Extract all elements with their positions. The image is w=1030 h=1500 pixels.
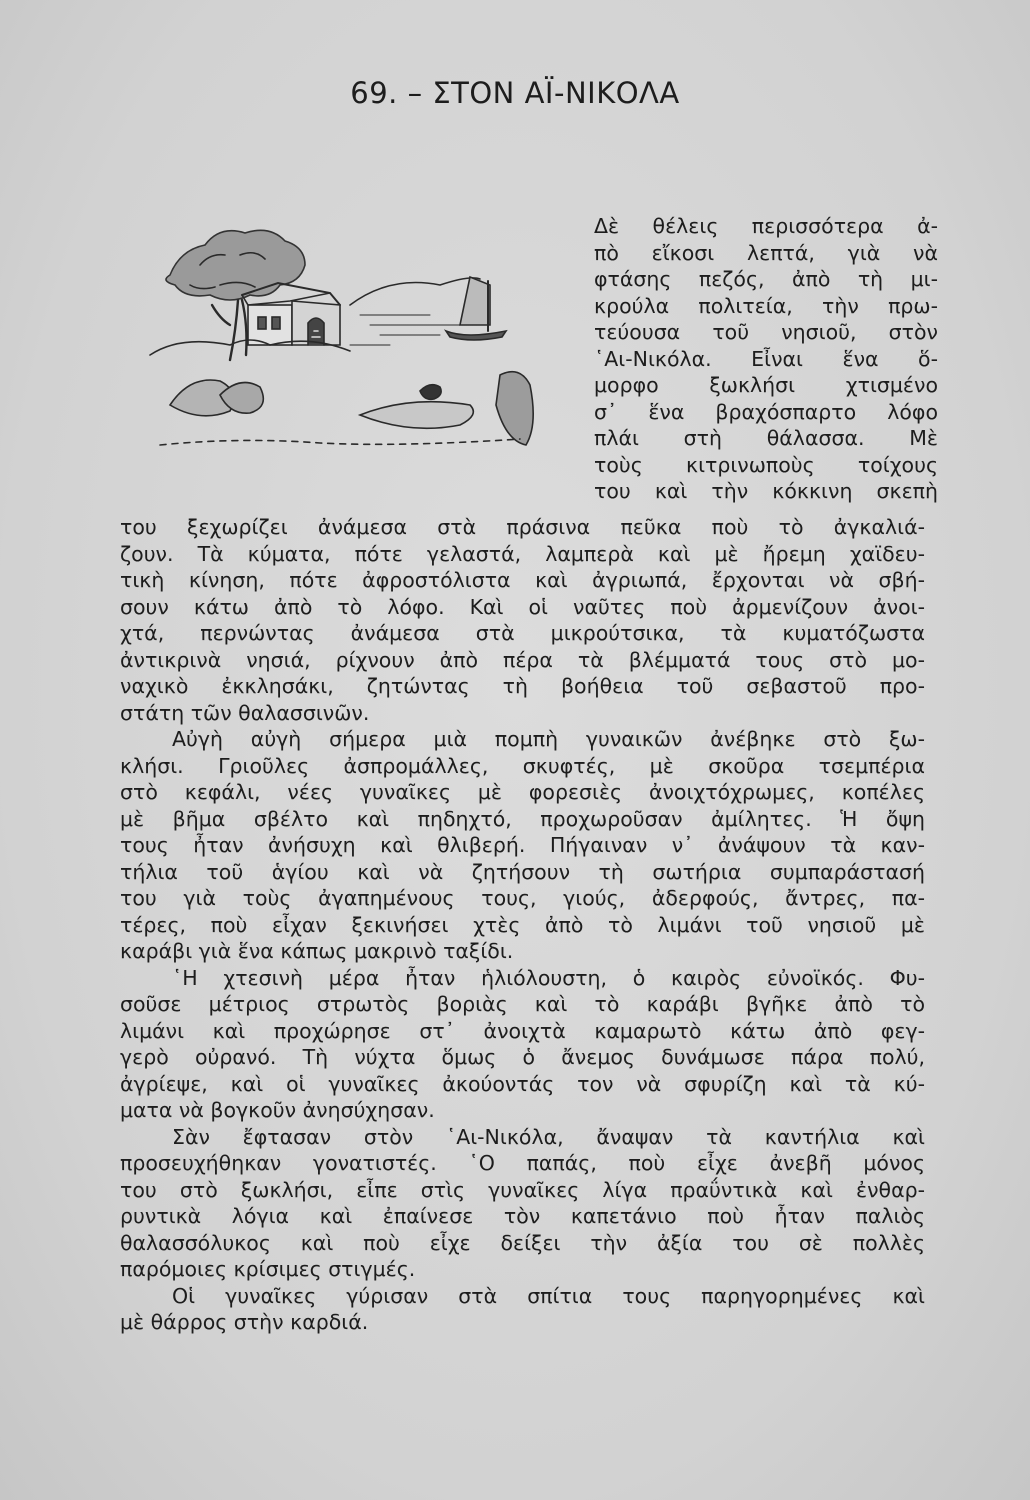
text-line: Αὐγὴ αὐγὴ σήμερα μιὰ πομπὴ γυναικῶν ἀνέβηκε στὸ ξω-: [172, 727, 925, 751]
text-line: σ᾿ ἕνα βραχόσπαρτο λόφο: [594, 399, 938, 424]
text-line: του ξεχωρίζει ἀνάμεσα στὰ πράσινα πεῦκα ποὺ τὸ ἀγκαλιά-: [120, 515, 925, 539]
chapter-title: 69. – ΣΤΟΝ ΑΪ-ΝΙΚΟΛΑ: [350, 76, 680, 110]
text-line: στάτη τῶν θαλασσινῶν.: [120, 700, 370, 725]
text-line: μὲ βῆμα σβέλτο καὶ πηδηχτό, προχωροῦσαν ἀμίλητες. Ἡ ὄψη: [120, 806, 925, 831]
text-line: μορφο ξωκλήσι χτισμένο: [594, 373, 938, 397]
text-line: ναχικὸ ἐκκλησάκι, ζητώντας τὴ βοήθεια τοῦ σεβαστοῦ προ-: [120, 674, 925, 698]
text-line: του καὶ τὴν κόκκινη σκεπὴ: [594, 479, 938, 503]
text-line: μὲ θάρρος στὴν καρδιά.: [120, 1310, 369, 1334]
text-line: γερὸ οὐρανό. Τὴ νύχτα ὅμως ὁ ἄνεμος δυνάμωσε πάρα πολύ,: [120, 1045, 925, 1069]
text-line: ἀντικρινὰ νησιά, ρίχνουν ἀπὸ πέρα τὰ βλέμματά τους στὸ μο-: [120, 647, 925, 672]
text-line: Σὰν ἔφτασαν στὸν ῾Αι-Νικόλα, ἄναψαν τὰ καντήλια καὶ: [172, 1124, 925, 1149]
text-line: ῾Αι-Νικόλα. Εἶναι ἕνα ὅ-: [594, 346, 938, 371]
text-line: σουν κάτω ἀπὸ τὸ λόφο. Καὶ οἱ ναῦτες ποὺ ἀρμενίζουν ἀνοι-: [120, 594, 925, 619]
text-line: λιμάνι καὶ προχώρησε στ᾿ ἀνοιχτὰ καμαρωτὸ κάτω ἀπὸ φεγ-: [120, 1018, 925, 1043]
text-line: φτάσης πεζός, ἀπὸ τὴ μι-: [594, 267, 938, 291]
text-line: τήλια τοῦ ἁγίου καὶ νὰ ζητήσουν τὴ σωτήρια συμπαράστασή: [120, 859, 925, 884]
text-line: Οἱ γυναῖκες γύρισαν στὰ σπίτια τους παρηγορημένες καὶ: [172, 1283, 925, 1308]
text-line: ζουν. Τὰ κύματα, πότε γελαστά, λαμπερὰ καὶ μὲ ἤρεμη χαϊδευ-: [120, 541, 925, 566]
text-line: Δὲ θέλεις περισσότερα ἀ-: [594, 214, 938, 238]
text-line: τοὺς κιτρινωποὺς τοίχους: [594, 452, 938, 477]
text-line: ἀγρίεψε, καὶ οἱ γυναῖκες ἀκούοντάς τον νὰ σφυρίζη καὶ τὰ κύ-: [120, 1071, 925, 1096]
text-line: πλάι στὴ θάλασσα. Μὲ: [594, 426, 938, 450]
rocky-shore-drawing: [150, 340, 533, 445]
text-line: θαλασσόλυκος καὶ ποὺ εἶχε δείξει τὴν ἀξία του σὲ πολλὲς: [120, 1230, 925, 1255]
intro-paragraph-side: [594, 213, 938, 505]
text-line: του στὸ ξωκλήσι, εἶπε στὶς γυναῖκες λίγα πραΰντικὰ καὶ ἐνθαρ-: [120, 1177, 925, 1202]
text-line: ρυντικὰ λόγια καὶ ἐπαίνεσε τὸν καπετάνιο ποὺ ἦταν παλιὸς: [120, 1204, 925, 1228]
text-line: καράβι γιὰ ἕνα κάπως μακρινὸ ταξίδι.: [120, 939, 514, 963]
text-line: του γιὰ τοὺς ἀγαπημένους τους, γιούς, ἀδερφούς, ἄντρες, πα-: [120, 886, 925, 910]
text-line: πὸ εἴκοσι λεπτά, γιὰ νὰ: [594, 240, 938, 265]
text-line: χτά, περνώντας ἀνάμεσα στὰ μικρούτσικα, τὰ κυματόζωστα: [120, 621, 925, 645]
text-line: τους ἦταν ἀνήσυχη καὶ θλιβερή. Πήγαιναν ν᾿ ἀνάψουν τὰ καν-: [120, 833, 925, 857]
text-line: προσευχήθηκαν γονατιστές. ῾Ο παπάς, ποὺ εἶχε ἀνεβῆ μόνος: [120, 1151, 925, 1175]
text-line: τεύουσα τοῦ νησιοῦ, στὸν: [594, 320, 938, 344]
main-body-text: [120, 514, 925, 1336]
chapel-seaside-illustration: [130, 205, 560, 475]
sea-drawing: [350, 277, 506, 345]
text-line: τικὴ κίνηση, πότε ἀφροστόλιστα καὶ ἀγριωπά, ἔρχονται νὰ σβή-: [120, 568, 925, 592]
text-line: κλήσι. Γριοῦλες ἀσπρομάλλες, σκυφτές, μὲ σκοῦρα τσεμπέρια: [120, 753, 925, 778]
text-line: τέρες, ποὺ εἶχαν ξεκινήσει χτὲς ἀπὸ τὸ λιμάνι τοῦ νησιοῦ μὲ: [120, 912, 925, 937]
text-line: κρούλα πολιτεία, τὴν πρω-: [594, 293, 938, 318]
text-line: παρόμοιες κρίσιμες στιγμές.: [120, 1257, 416, 1281]
text-line: στὸ κεφάλι, νέες γυναῖκες μὲ φορεσιὲς ἀνοιχτόχρωμες, κοπέλες: [120, 780, 925, 804]
text-line: ματα νὰ βογκοῦν ἀνησύχησαν.: [120, 1098, 435, 1122]
text-line: ῾Η χτεσινὴ μέρα ἦταν ἡλιόλουστη, ὁ καιρὸς εὐνοϊκός. Φυ-: [172, 965, 925, 990]
text-line: σοῦσε μέτριος στρωτὸς βοριὰς καὶ τὸ καράβι βγῆκε ἀπὸ τὸ: [120, 992, 925, 1016]
